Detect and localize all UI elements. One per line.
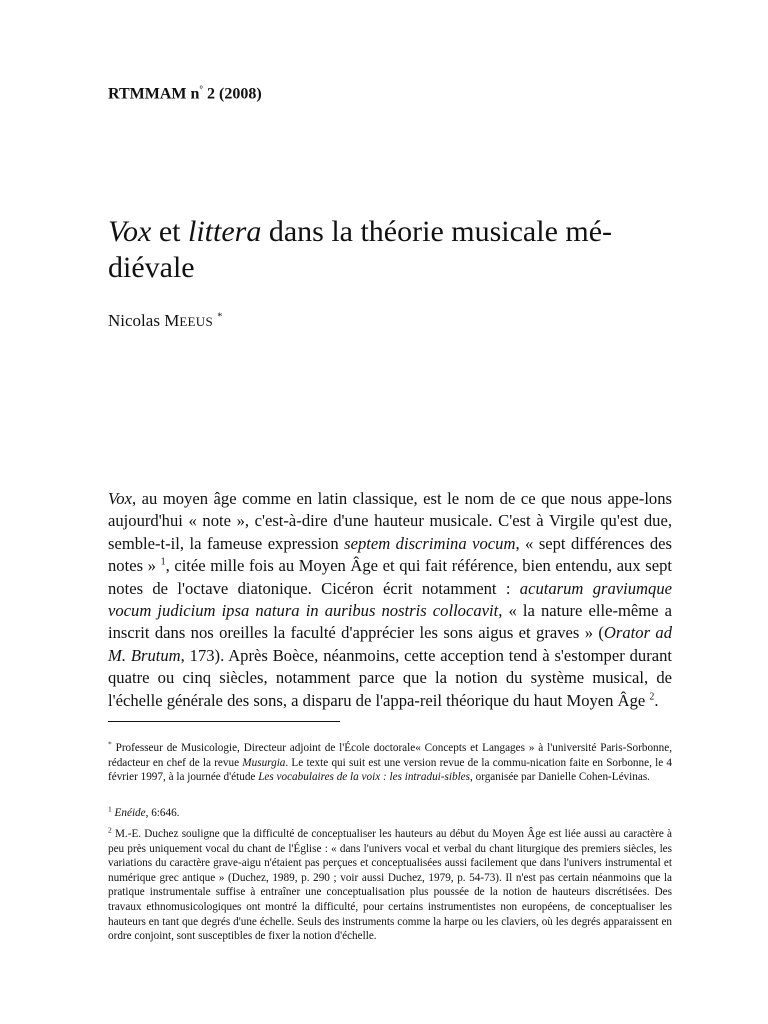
body-text-run: . <box>654 690 659 710</box>
number-sign: ° <box>199 84 204 94</box>
body-text-run: , citée mille fois au Moyen Âge et qui fait référence, bien entendu, aux sept notes de l'octave diatonique. Cicéron écrit notamment : <box>108 556 672 598</box>
footnote-italic: Musurgia <box>242 756 286 769</box>
running-header <box>108 84 262 103</box>
title-word-vox: Vox <box>108 215 152 248</box>
title-word-littera: littera <box>187 215 262 248</box>
journal-name: RTMMAM n <box>108 85 200 103</box>
footnote-mark: 2 <box>108 825 112 835</box>
footnote-1 <box>108 806 672 821</box>
title-word-et: et <box>151 215 188 248</box>
author-last-name-smallcaps: EEUS <box>179 314 214 329</box>
footnote-mark: * <box>108 739 112 749</box>
footnote-ref-1[interactable]: 1 <box>160 556 166 568</box>
author-footnote-mark: * <box>217 311 223 323</box>
author-line <box>108 311 222 331</box>
body-italic-work-title: Orator ad M. Brutum <box>108 623 672 665</box>
footnote-text: Professeur de Musicologie, Directeur adjoint de l'École doctorale« Concepts et Langages » à l'université Paris-Sorbonne, rédacteur en chef de la revue <box>108 742 672 769</box>
issue-number: 2 (2008) <box>203 85 262 103</box>
body-italic-cicero-quote: acutarum graviumque vocum judicium ipsa natura in auribus nostris collocavit <box>108 578 672 621</box>
footnote-text: , 6:646. <box>145 807 180 819</box>
body-paragraph <box>108 488 672 712</box>
footnote-text: . Le texte qui suit est une version revue de la commu-nication faite en Sorbonne, le 4 février 1997, à la journée d'étude <box>108 756 672 784</box>
footnote-mark: 1 <box>108 804 112 814</box>
footnote-text: M.-E. Duchez souligne que la difficulté de conceptualiser les hauteurs au début du Moyen Âge est liée aussi au caractère à peu près uniquement vocal du chant de l'Église : « dans l'univers vocal et verbal du chant liturgique des premiers siècles, les variations du caractère grave-aigu n'étaient pas perçues et conceptualisées aussi facilement que dans l'univers instrumental et numérique grec antique » (Duchez, 1989, p. 290 ; voir aussi Duchez, 1979, p. 54-73). Il n'est pas certain néanmoins que la pratique instrumentale suffise à entraîner une conceptualisation plus poussée de la notion de hauteurs discrétisées. Des travaux ethnomusicologiques ont montré la difficulté, pour certains instrumentistes non européens, de conceptualiser les hauteurs en tant que degrés d'une échelle. Seuls des instruments comme la harpe ou les claviers, où les degrés apparaissent en ordre conjoint, sont susceptibles de fixer la notion d'échelle. <box>108 828 672 943</box>
author-first-name: Nicolas <box>108 311 165 330</box>
title-rest: dans la théorie musicale mé-diévale <box>108 215 613 284</box>
body-text-run: , au moyen âge comme en latin classique, est le nom de ce que nous appe-lons aujourd'hui « note », c'est-à-dire d'une hauteur musicale. C'est à Virgile qu'est due, semble-t-il, la fameuse expression <box>108 489 672 553</box>
footnote-text: , organisée par Danielle Cohen-Lévinas. <box>470 771 650 784</box>
footnote-separator <box>108 721 340 722</box>
footnote-star <box>108 741 672 785</box>
body-italic-latin: septem discrimina vocum <box>344 533 516 553</box>
body-text-run: , 173). Après Boèce, néanmoins, cette acception tend à s'estomper durant quatre ou cinq siècles, notamment parce que la notion du système musical, de l'échelle générale des sons, a disparu de l'appa-reil théorique du haut Moyen Âge <box>108 645 673 710</box>
footnote-2 <box>108 827 672 944</box>
footnote-ref-2[interactable]: 2 <box>649 691 655 703</box>
body-text-run: , « la nature elle-même a inscrit dans nos oreilles la faculté d'apprécier les sons aigus et graves » ( <box>108 601 672 643</box>
footnote-italic: Les vocabulaires de la voix : les intradui-sibles <box>258 771 470 784</box>
footnote-italic: Enéide <box>114 807 146 819</box>
author-last-initial: M <box>164 311 180 330</box>
body-text-run: , « sept différences des notes » <box>108 533 672 576</box>
article-title <box>108 214 688 286</box>
body-italic-vox: Vox <box>108 489 132 508</box>
